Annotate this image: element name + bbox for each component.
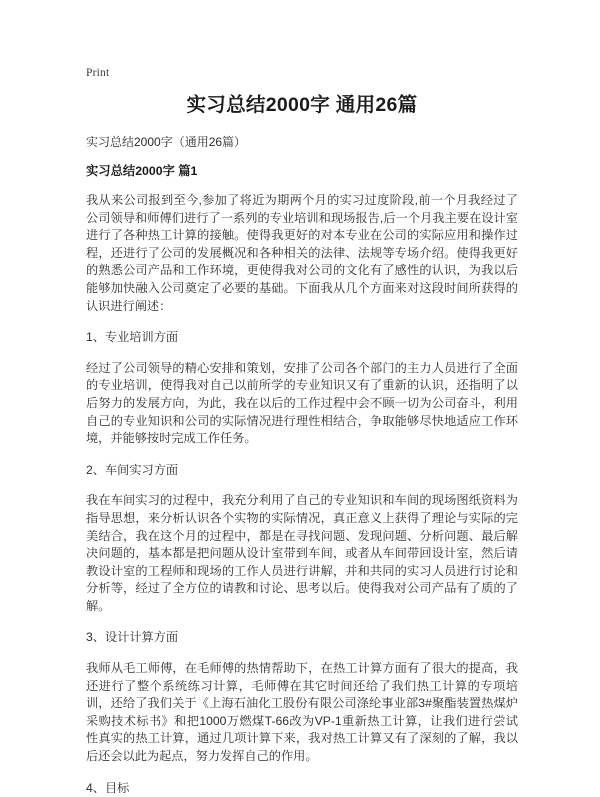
body-paragraph: 我从来公司报到至今,参加了将近为期两个月的实习过度阶段,前一个月我经过了公司领导和师傅们进行了一系列的专业培训和现场报告,后一个月我主要在设计室进行了各种热工计算的接触。使得我更好的对本专业在公司的实际应用和操作过程，还进行了公司的发展概况和各种相关的法律、法规等专场介绍。使得我更好的熟悉公司产品和工作环境，更使得我对公司的文化有了感性的认识，为我以后能够加快融入公司奠定了必要的基础。下面我从几个方面来对这段时间所获得的认识进行阐述： <box>86 193 518 313</box>
subsection-heading-1: 1、专业培训方面 <box>86 330 179 345</box>
body-paragraph: 我在车间实习的过程中，我充分利用了自己的专业知识和车间的现场图纸资料为指导思想，来分析认识各个实物的实际情况，真正意义上获得了理论与实际的完美结合，我在这个月的过程中，都是在寻找问题、发现问题、分析问题、最后解决问题的，基本都是把问题从设计室带到车间，或者从车间带回设计室，然后请教设计室的工程师和现场的工作人员进行讲解，并和共同的实习人员进行讨论和分析等，经过了全方位的请教和讨论、思考以后。使得我对公司产品有了质的了解。 <box>86 493 518 613</box>
print-link[interactable]: Print <box>86 67 110 79</box>
subsection-heading-2: 2、车间实习方面 <box>86 462 179 477</box>
subsection-heading-4: 4、目标 <box>86 780 130 795</box>
body-paragraph: 我师从毛工师傅，在毛师傅的热情帮助下，在热工计算方面有了很大的提高，我还进行了整个系统练习计算，毛师傅在其它时间还给了我们热工计算的专项培训，还给了我们关于《上海石油化工股份有限公司涤纶事业部3#聚酯装置热煤炉采购技术标书》和把1000万燃煤T-66改为VP-1重新热工计算，让我们进行尝试性真实的热工计算，通过几项计算下来，我对热工计算又有了深刻的了解，我以后还会以此为起点，努力发挥自己的作用。 <box>86 661 518 764</box>
article-heading: 实习总结2000字 篇1 <box>86 164 198 178</box>
document-subtitle: 实习总结2000字（通用26篇） <box>86 135 247 149</box>
body-paragraph: 经过了公司领导的精心安排和策划，安排了公司各个部门的主力人员进行了全面的专业培训，使得我对自己以前所学的专业知识又有了重新的认识，还指明了以后努力的发展方向，为此，我在以后的工作过程中会不顾一切为公司奋斗，利用自己的专业知识和公司的实际情况进行理性相结合，争取能够尽快地适应工作环境，并能够按时完成工作任务。 <box>86 360 518 446</box>
page-title: 实习总结2000字 通用26篇 <box>186 94 418 116</box>
document-content <box>86 92 518 797</box>
subsection-heading-3: 3、设计计算方面 <box>86 630 179 645</box>
